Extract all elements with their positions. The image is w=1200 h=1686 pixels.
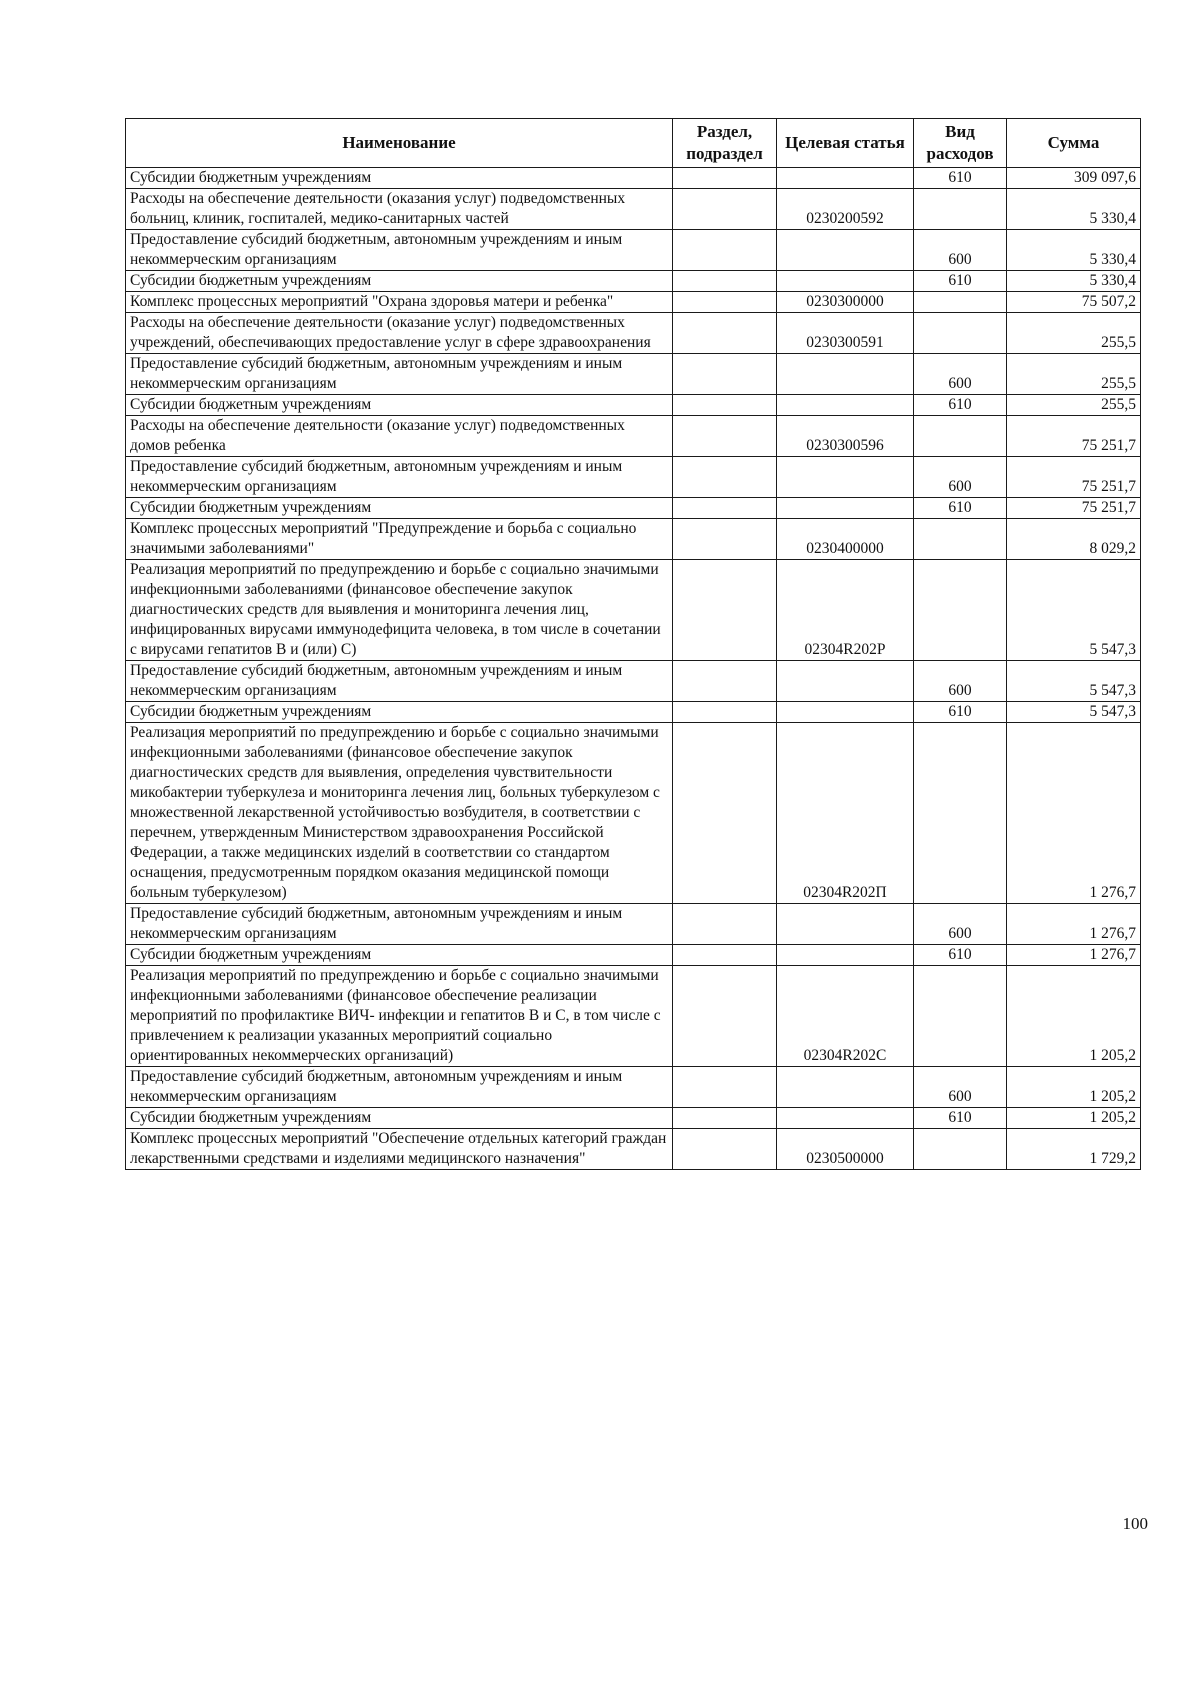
cell-sum: 1 276,7 — [1007, 904, 1141, 945]
cell-target: 0230400000 — [777, 519, 914, 560]
cell-sum: 1 276,7 — [1007, 723, 1141, 904]
cell-section — [673, 395, 777, 416]
cell-name: Расходы на обеспечение деятельности (оказания услуг) подведомственных больниц, клиник, госпиталей, медико-санитарных частей — [126, 189, 673, 230]
header-name: Наименование — [126, 119, 673, 168]
cell-section — [673, 1108, 777, 1129]
table-row — [126, 457, 1141, 498]
cell-target — [777, 661, 914, 702]
table-row — [126, 313, 1141, 354]
cell-name: Реализация мероприятий по предупреждению и борьбе с социально значимыми инфекционными заболеваниями (финансовое обеспечение закупок диагностических средств для выявления, определения чувствительности микобактерии туберкулеза и мониторинга лечения лиц, больных туберкулезом с множественной лекарственной устойчивостью возбудителя, в соответствии с перечнем, утвержденным Министерством здравоохранения Российской Федерации, а также медицинских изделий в соответствии со стандартом оснащения, предусмотренным порядком оказания медицинской помощи больным туберкулезом) — [126, 723, 673, 904]
table-row — [126, 519, 1141, 560]
cell-sum: 1 205,2 — [1007, 966, 1141, 1067]
cell-sum: 75 251,7 — [1007, 498, 1141, 519]
cell-target — [777, 1108, 914, 1129]
cell-sum: 255,5 — [1007, 313, 1141, 354]
cell-section — [673, 702, 777, 723]
cell-name: Предоставление субсидий бюджетным, автономным учреждениям и иным некоммерческим организациям — [126, 457, 673, 498]
cell-kind: 610 — [914, 168, 1007, 189]
cell-target — [777, 702, 914, 723]
cell-section — [673, 189, 777, 230]
cell-sum: 255,5 — [1007, 354, 1141, 395]
cell-name: Предоставление субсидий бюджетным, автономным учреждениям и иным некоммерческим организациям — [126, 904, 673, 945]
header-target: Целевая статья — [777, 119, 914, 168]
cell-section — [673, 416, 777, 457]
cell-sum: 1 276,7 — [1007, 945, 1141, 966]
cell-section — [673, 661, 777, 702]
cell-name: Комплекс процессных мероприятий "Предупреждение и борьба с социально значимыми заболеваниями" — [126, 519, 673, 560]
cell-sum: 1 205,2 — [1007, 1067, 1141, 1108]
cell-sum: 5 330,4 — [1007, 230, 1141, 271]
cell-sum: 5 330,4 — [1007, 189, 1141, 230]
cell-sum: 255,5 — [1007, 395, 1141, 416]
cell-target: 0230300591 — [777, 313, 914, 354]
cell-target: 02304R202P — [777, 560, 914, 661]
cell-kind — [914, 519, 1007, 560]
table-row — [126, 168, 1141, 189]
cell-name: Реализация мероприятий по предупреждению и борьбе с социально значимыми инфекционными заболеваниями (финансовое обеспечение закупок диагностических средств для выявления и мониторинга лечения лиц, инфицированных вирусами иммунодефицита человека, в том числе в сочетании с вирусами гепатитов В и (или) С) — [126, 560, 673, 661]
cell-name: Предоставление субсидий бюджетным, автономным учреждениям и иным некоммерческим организациям — [126, 1067, 673, 1108]
table-row — [126, 1108, 1141, 1129]
cell-section — [673, 560, 777, 661]
table-row — [126, 292, 1141, 313]
cell-target — [777, 945, 914, 966]
table-row — [126, 498, 1141, 519]
cell-target — [777, 498, 914, 519]
cell-name: Расходы на обеспечение деятельности (оказание услуг) подведомственных учреждений, обеспечивающих предоставление услуг в сфере здравоохранения — [126, 313, 673, 354]
table-row — [126, 271, 1141, 292]
cell-kind: 600 — [914, 661, 1007, 702]
cell-target: 0230200592 — [777, 189, 914, 230]
cell-sum: 1 205,2 — [1007, 1108, 1141, 1129]
cell-section — [673, 313, 777, 354]
cell-sum: 309 097,6 — [1007, 168, 1141, 189]
cell-name: Реализация мероприятий по предупреждению и борьбе с социально значимыми инфекционными заболеваниями (финансовое обеспечение реализации мероприятий по профилактике ВИЧ- инфекции и гепатитов В и С, в том числе с привлечением к реализации указанных мероприятий социально ориентированных некоммерческих организаций) — [126, 966, 673, 1067]
cell-name: Расходы на обеспечение деятельности (оказание услуг) подведомственных домов ребенка — [126, 416, 673, 457]
cell-sum: 5 547,3 — [1007, 661, 1141, 702]
cell-target — [777, 230, 914, 271]
cell-target — [777, 354, 914, 395]
cell-section — [673, 904, 777, 945]
cell-target — [777, 395, 914, 416]
cell-section — [673, 457, 777, 498]
budget-table — [125, 118, 1141, 1170]
cell-kind: 600 — [914, 1067, 1007, 1108]
cell-name: Комплекс процессных мероприятий "Охрана здоровья матери и ребенка" — [126, 292, 673, 313]
table-row — [126, 661, 1141, 702]
cell-target — [777, 168, 914, 189]
cell-section — [673, 966, 777, 1067]
cell-name: Субсидии бюджетным учреждениям — [126, 168, 673, 189]
table-row — [126, 230, 1141, 271]
header-kind: Вид расходов — [914, 119, 1007, 168]
cell-kind: 600 — [914, 457, 1007, 498]
cell-kind: 610 — [914, 945, 1007, 966]
cell-kind — [914, 723, 1007, 904]
cell-target: 0230300596 — [777, 416, 914, 457]
cell-kind — [914, 292, 1007, 313]
table-row — [126, 945, 1141, 966]
cell-kind — [914, 1129, 1007, 1170]
cell-name: Комплекс процессных мероприятий "Обеспечение отдельных категорий граждан лекарственными средствами и изделиями медицинского назначения" — [126, 1129, 673, 1170]
table-row — [126, 395, 1141, 416]
page-number: 100 — [1122, 1514, 1148, 1533]
cell-kind: 600 — [914, 904, 1007, 945]
table-row — [126, 560, 1141, 661]
cell-target — [777, 904, 914, 945]
cell-section — [673, 1067, 777, 1108]
header-row — [126, 119, 1141, 168]
cell-section — [673, 230, 777, 271]
cell-section — [673, 945, 777, 966]
cell-kind: 610 — [914, 271, 1007, 292]
cell-section — [673, 168, 777, 189]
cell-target: 02304R202П — [777, 723, 914, 904]
cell-section — [673, 1129, 777, 1170]
cell-target: 0230300000 — [777, 292, 914, 313]
cell-sum: 1 729,2 — [1007, 1129, 1141, 1170]
cell-kind — [914, 966, 1007, 1067]
cell-kind: 600 — [914, 354, 1007, 395]
cell-kind: 610 — [914, 395, 1007, 416]
cell-target: 02304R202С — [777, 966, 914, 1067]
header-section: Раздел, подраздел — [673, 119, 777, 168]
cell-section — [673, 498, 777, 519]
cell-kind — [914, 560, 1007, 661]
cell-section — [673, 354, 777, 395]
cell-kind: 610 — [914, 1108, 1007, 1129]
cell-section — [673, 292, 777, 313]
cell-name: Субсидии бюджетным учреждениям — [126, 945, 673, 966]
cell-target: 0230500000 — [777, 1129, 914, 1170]
cell-target — [777, 271, 914, 292]
cell-kind: 610 — [914, 702, 1007, 723]
table-row — [126, 1067, 1141, 1108]
cell-kind — [914, 189, 1007, 230]
header-sum: Сумма — [1007, 119, 1141, 168]
table-row — [126, 354, 1141, 395]
cell-name: Субсидии бюджетным учреждениям — [126, 395, 673, 416]
table-row — [126, 1129, 1141, 1170]
cell-section — [673, 519, 777, 560]
cell-sum: 5 547,3 — [1007, 560, 1141, 661]
cell-section — [673, 723, 777, 904]
table-row — [126, 702, 1141, 723]
cell-kind — [914, 416, 1007, 457]
table-row — [126, 723, 1141, 904]
cell-name: Субсидии бюджетным учреждениям — [126, 498, 673, 519]
cell-target — [777, 1067, 914, 1108]
cell-sum: 75 507,2 — [1007, 292, 1141, 313]
cell-name: Предоставление субсидий бюджетным, автономным учреждениям и иным некоммерческим организациям — [126, 230, 673, 271]
table-body — [126, 168, 1141, 1170]
table-row — [126, 189, 1141, 230]
cell-section — [673, 271, 777, 292]
table-row — [126, 966, 1141, 1067]
cell-name: Субсидии бюджетным учреждениям — [126, 702, 673, 723]
cell-sum: 75 251,7 — [1007, 416, 1141, 457]
table-row — [126, 904, 1141, 945]
cell-kind: 610 — [914, 498, 1007, 519]
table-row — [126, 416, 1141, 457]
cell-name: Предоставление субсидий бюджетным, автономным учреждениям и иным некоммерческим организациям — [126, 661, 673, 702]
cell-name: Субсидии бюджетным учреждениям — [126, 1108, 673, 1129]
cell-target — [777, 457, 914, 498]
cell-name: Субсидии бюджетным учреждениям — [126, 271, 673, 292]
cell-kind: 600 — [914, 230, 1007, 271]
cell-sum: 5 547,3 — [1007, 702, 1141, 723]
cell-sum: 75 251,7 — [1007, 457, 1141, 498]
cell-sum: 8 029,2 — [1007, 519, 1141, 560]
cell-sum: 5 330,4 — [1007, 271, 1141, 292]
cell-name: Предоставление субсидий бюджетным, автономным учреждениям и иным некоммерческим организациям — [126, 354, 673, 395]
cell-kind — [914, 313, 1007, 354]
